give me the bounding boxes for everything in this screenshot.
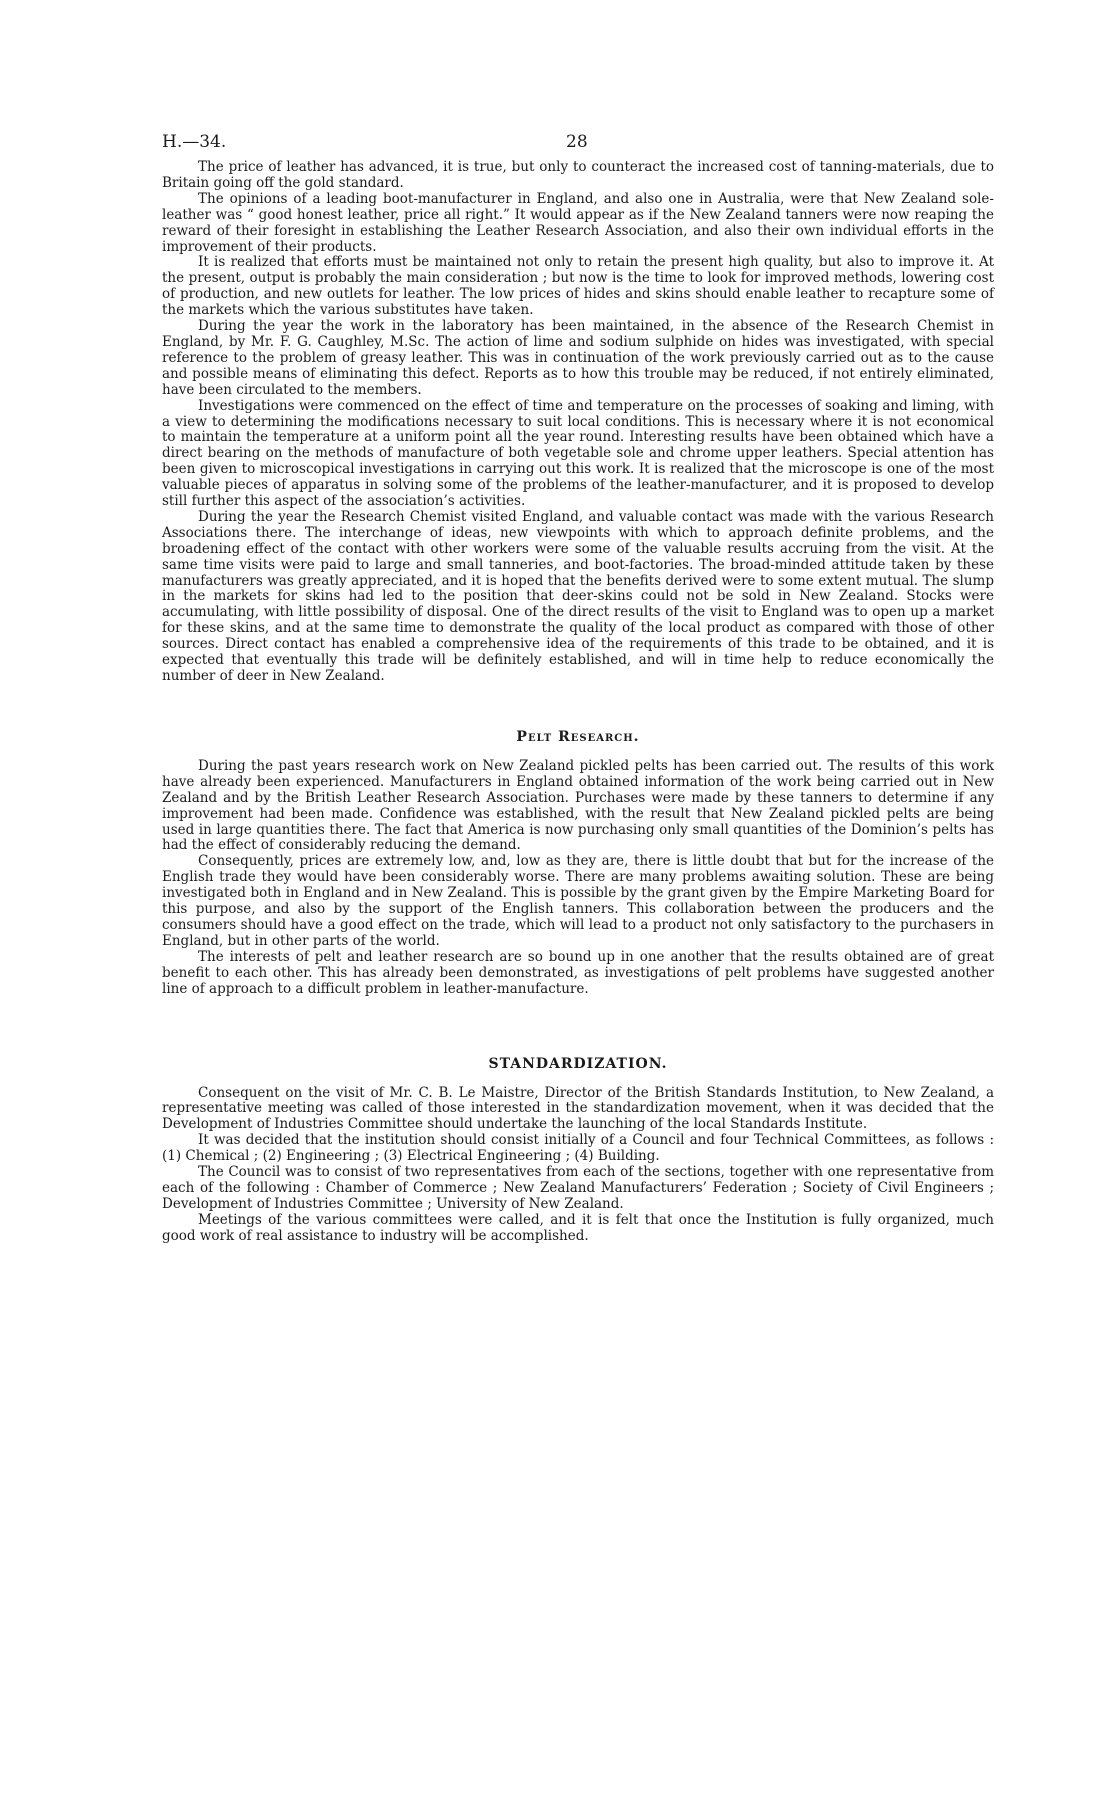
- paragraph: The Council was to consist of two representatives from each of the sections, together with one representative from each of the following : Chamber of Commerce ; New Zealand Manufacturers’ Federation ; Society of Civil Engineers ; Development of Industries Committee ; University of New Zealand.: [162, 1164, 994, 1212]
- paragraph: Consequent on the visit of Mr. C. B. Le Maistre, Director of the British Standards Institution, to New Zealand, a representative meeting was called of those interested in the standardization movement, when it was decided that the Development of Industries Committee should undertake the launching of the local Standards Institute.: [162, 1084, 994, 1133]
- intro-section: [162, 160, 994, 685]
- section-title-pelt-research: Pelt Research.: [516, 728, 640, 745]
- paragraph: During the past years research work on New Zealand pickled pelts has been carried out. The results of this work have already been experienced. Manufacturers in England obtained information of the work being carried out in New Zealand and by the British Leather Research Association. Purchases were made by these tanners to determine if any improvement had been made. Confidence was established, with the result that New Zealand pickled pelts are being used in large quantities there. The fact that America is now purchasing only small quantities of the Dominion’s pelts has had the effect of considerably reducing the demand.: [162, 757, 994, 854]
- paragraph: It is realized that efforts must be maintained not only to retain the present high quality, but also to improve it. At the present, output is probably the main consideration ; but now is the time to look for improved methods, lowering cost of production, and new outlets for leather. The low prices of hides and skins should enable leather to recapture some of the markets which the various substitutes have taken.: [162, 254, 994, 319]
- paragraph: The opinions of a leading boot-manufacturer in England, and also one in Australia, were that New Zealand sole-leather was “ good honest leather, price all right.” It would appear as if the New Zealand tanners were now reaping the reward of their foresight in establishing the Leather Research Association, and also their own individual efforts in the improvement of their products.: [162, 190, 994, 255]
- document-id: H.—34.: [162, 132, 227, 152]
- paragraph: It was decided that the institution should consist initially of a Council and four Technical Committees, as follows : (1) Chemical ; (2) Engineering ; (3) Electrical Engineering ; (4) Building.: [162, 1132, 994, 1165]
- paragraph: The interests of pelt and leather research are so bound up in one another that the results obtained are of great benefit to each other. This has already been demonstrated, as investigations of pelt problems have suggested another line of approach to a difficult problem in leather-manufacture.: [162, 948, 994, 997]
- page-header: [162, 126, 994, 160]
- paragraph: Consequently, prices are extremely low, and, low as they are, there is little doubt that but for the increase of the English trade they would have been considerably worse. There are many problems awaiting solution. These are being investigated both in England and in New Zealand. This is possible by the grant given by the Empire Marketing Board for this purpose, and also by the support of the English tanners. This collaboration between the producers and the consumers should have a good effect on the trade, which will lead to a product not only satisfactory to the purchasers in England, but in other parts of the world.: [162, 853, 994, 949]
- paragraph: The price of leather has advanced, it is true, but only to counteract the increased cost of tanning-materials, due to Britain going off the gold standard.: [162, 159, 994, 191]
- paragraph: Investigations were commenced on the effect of time and temperature on the processes of soaking and liming, with a view to determining the modifications necessary to suit local conditions. This is necessary where it is not economical to maintain the temperature at a uniform point all the year round. Interesting results have been obtained which have a direct bearing on the methods of manufacture of both vegetable sole and chrome upper leathers. Special attention has been given to microscopical investigations in carrying out this work. It is realized that the microscope is one of the most valuable pieces of apparatus in solving some of the problems of the leather-manufacturer, and it is proposed to develop still further this aspect of the association’s activities.: [162, 397, 994, 510]
- document-page: [162, 126, 994, 1245]
- section-title-standardization: STANDARDIZATION.: [488, 1055, 668, 1072]
- pelt-research-section: [162, 759, 994, 998]
- paragraph: During the year the work in the laboratory has been maintained, in the absence of the Research Chemist in England, by Mr. F. G. Caughley, M.Sc. The action of lime and sodium sulphide on hides was investigated, with special reference to the problem of greasy leather. This was in continuation of the work previously carried out as to the cause and possible means of eliminating this defect. Reports as to how this trouble may be reduced, if not entirely eliminated, have been circulated to the members.: [162, 318, 994, 398]
- paragraph: Meetings of the various committees were called, and it is felt that once the Institution is fully organized, much good work of real assistance to industry will be accomplished.: [162, 1211, 994, 1244]
- standardization-section: [162, 1086, 994, 1245]
- paragraph: During the year the Research Chemist visited England, and valuable contact was made with the various Research Associations there. The interchange of ideas, new viewpoints with which to approach definite problems, and the broadening effect of the contact with other workers were some of the valuable results accruing from the visit. At the same time visits were paid to large and small tanneries, and boot-factories. The broad-minded attitude taken by these manufacturers was greatly appreciated, and it is hoped that the benefits derived were to some extent mutual. The slump in the markets for skins had led to the position that deer-skins could not be sold in New Zealand. Stocks were accumulating, with little possibility of disposal. One of the direct results of the visit to England was to open up a market for these skins, and at the same time to demonstrate the quality of the local product as compared with those of other sources. Direct contact has enabled a comprehensive idea of the requirements of this trade to be obtained, and it is expected that eventually this trade will be definitely established, and will in time help to reduce economically the number of deer in New Zealand.: [162, 508, 994, 684]
- page-number: 28: [566, 132, 588, 152]
